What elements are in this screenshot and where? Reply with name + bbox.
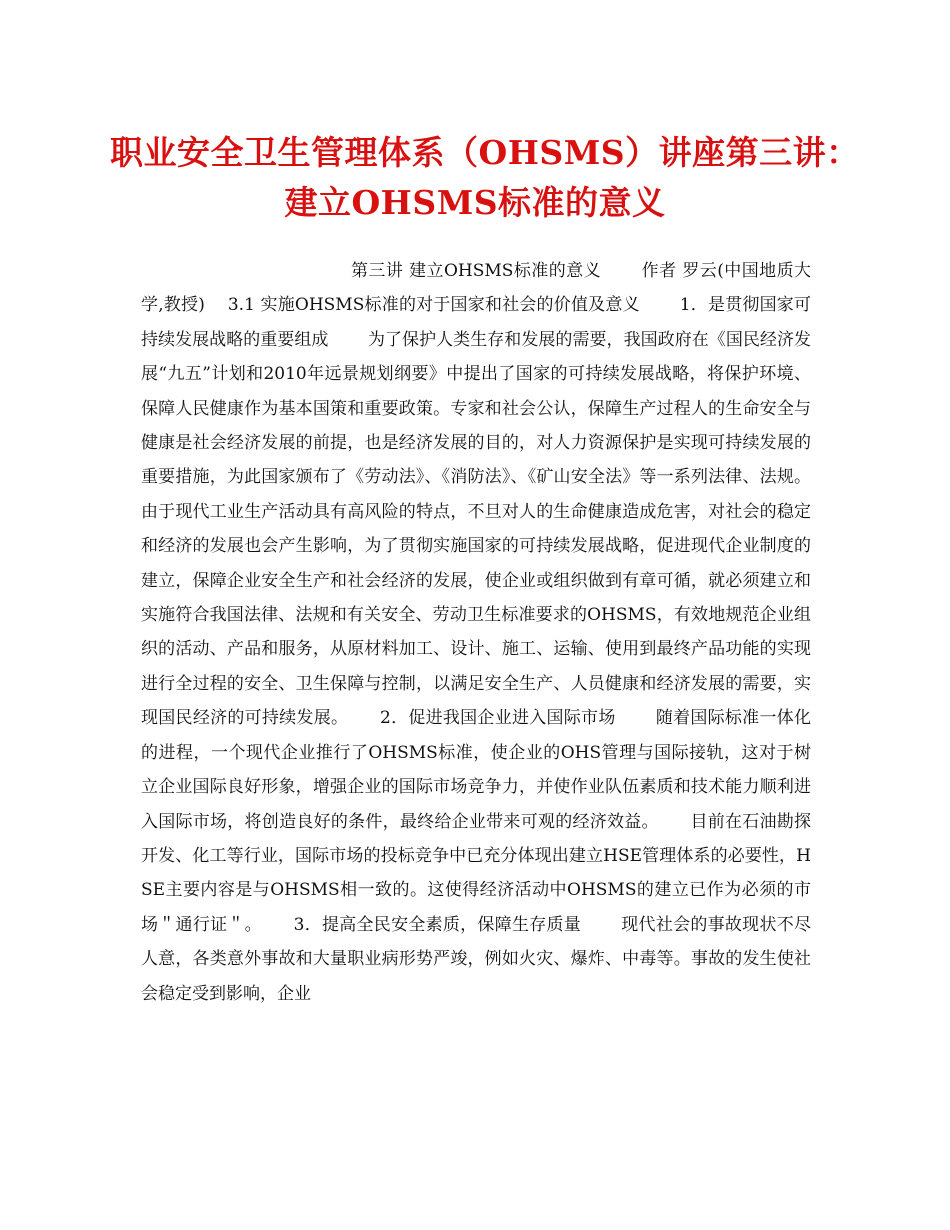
title-line-1: 职业安全卫生管理体系（OHSMS）讲座第三讲： [110,133,860,172]
title-line-2: 建立OHSMS标准的意义 [284,183,666,222]
document-title [110,128,860,228]
body-paragraph: 第三讲 建立OHSMS标准的意义 作者 罗云(中国地质大学,教授) 3.1 实施OHSMS标准的对于国家和社会的价值及意义 1．是贯彻国家可持续发展战略的重要组成 为了保护人类生存和发展的需要，我国政府在《国民经济发展“九五”计划和2010年远景规划纲要》中提出了国家的可持续发展战略，将保护环境、保障人民健康作为基本国策和重要政策。专家和社会公认，保障生产过程人的生命安全与健康是社会经济发展的前提，也是经济发展的目的，对人力资源保护是实现可持续发展的重要措施，为此国家颁布了《劳动法》、《消防法》、《矿山安全法》等一系列法律、法规。由于现代工业生产活动具有高风险的特点，不旦对人的生命健康造成危害，对社会的稳定和经济的发展也会产生影响，为了贯彻实施国家的可持续发展战略，促进现代企业制度的建立，保障企业安全生产和社会经济的发展，使企业或组织做到有章可循，就必须建立和实施符合我国法律、法规和有关安全、劳动卫生标准要求的OHSMS，有效地规范企业组织的活动、产品和服务，从原材料加工、设计、施工、运输、使用到最终产品功能的实现进行全过程的安全、卫生保障与控制，以满足安全生产、人员健康和经济发展的需要，实现国民经济的可持续发展。 2．促进我国企业进入国际市场 随着国际标准一体化的进程，一个现代企业推行了OHSMS标准，使企业的OHS管理与国际接轨，这对于树立企业国际良好形象，增强企业的国际市场竞争力，并使作业队伍素质和技术能力顺利进入国际市场，将创造良好的条件，最终给企业带来可观的经济效益。 目前在石油勘探开发、化工等行业，国际市场的投标竞争中已充分体现出建立HSE管理体系的必要性，HSE主要内容是与OHSMS相一致的。这使得经济活动中OHSMS的建立已作为必须的市场＂通行证＂。 3．提高全民安全素质，保障生存质量 现代社会的事故现状不尽人意，各类意外事故和大量职业病形势严竣，例如火灾、爆炸、中毒等。事故的发生使社会稳定受到影响，企业 [141,261,811,1004]
